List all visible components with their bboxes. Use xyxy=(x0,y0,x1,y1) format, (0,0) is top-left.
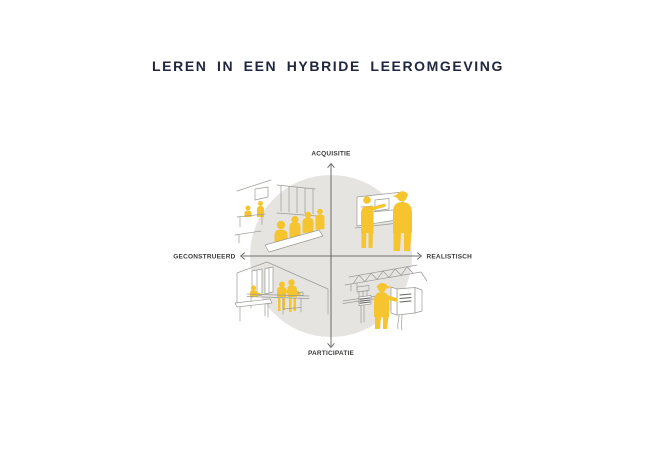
axis-label-bottom: PARTICIPATIE xyxy=(307,350,355,357)
axis-label-left: GECONSTRUEERD xyxy=(173,253,236,261)
quadrant-diagram-svg xyxy=(171,147,491,367)
axis-label-right: REALISTISCH xyxy=(426,253,473,261)
page-title: LEREN IN EEN HYBRIDE LEEROMGEVING xyxy=(152,58,504,74)
front-table xyxy=(235,299,272,321)
quadrant-diagram xyxy=(171,147,491,367)
axis-label-top: ACQUISITIE xyxy=(311,150,351,158)
cables xyxy=(398,315,402,330)
projection-screen xyxy=(255,187,268,200)
control-cabinet xyxy=(391,287,422,330)
